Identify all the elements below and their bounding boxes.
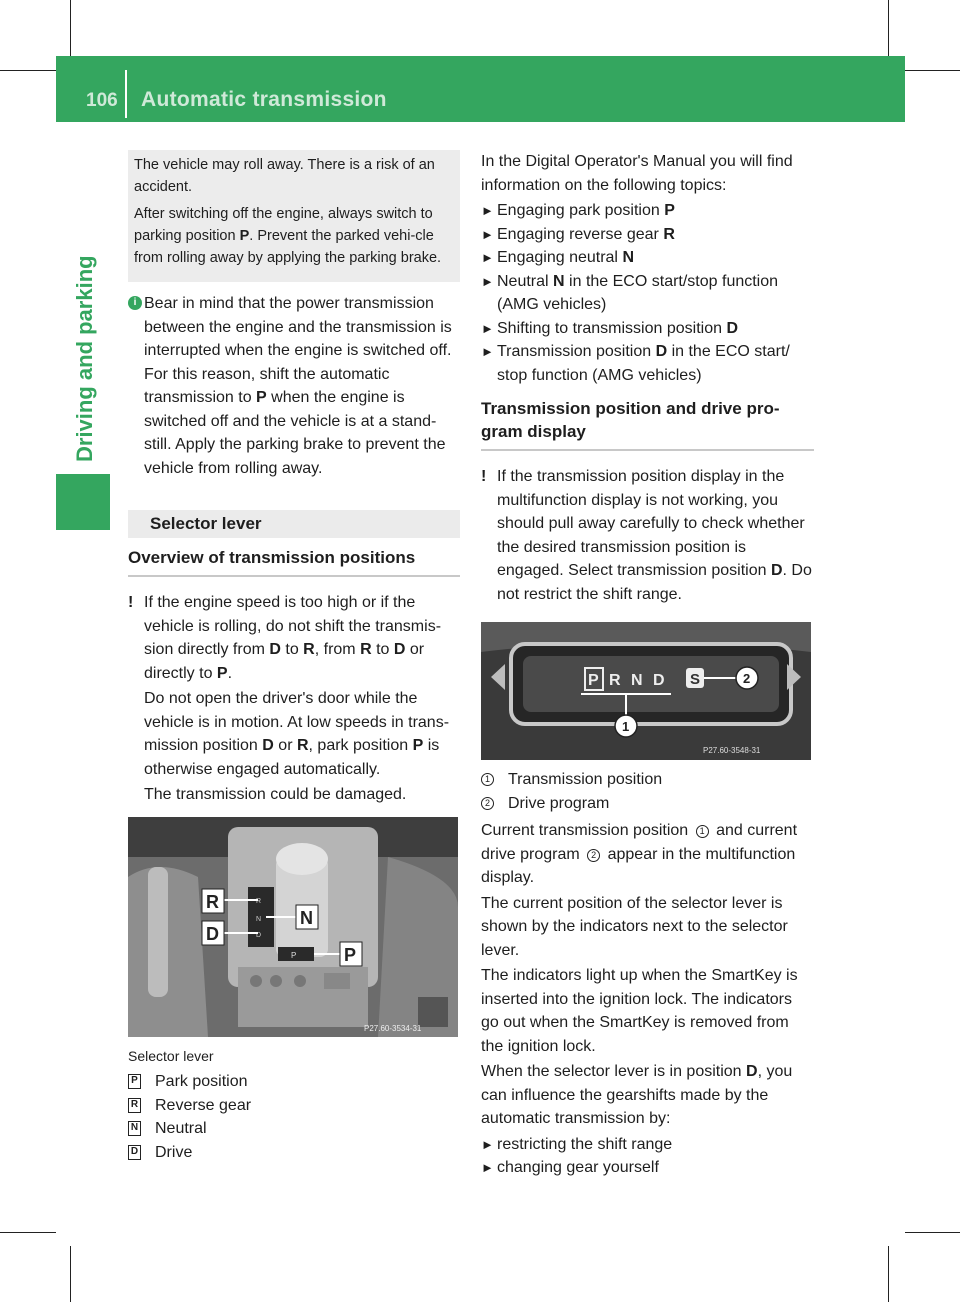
multifunction-display-photo [481, 622, 811, 760]
display-letter-n: N [631, 672, 643, 689]
crop-mark [0, 1232, 56, 1233]
display-letter-d: D [653, 672, 665, 689]
section-title: Selector lever [128, 510, 460, 538]
label-d: D [206, 923, 219, 944]
gate-letter-n: N [256, 915, 262, 923]
legend-item: 1 Transmission position [481, 768, 814, 792]
chapter-label: Driving and parking [72, 255, 97, 462]
crop-mark [905, 70, 960, 71]
list-item: ► Engaging park position P [481, 202, 675, 219]
display-letter-r: R [609, 672, 621, 689]
crop-mark [888, 1246, 889, 1302]
body-text: When the selector lever is in position D, you can influence the gearshifts made by the automatic transmission by: [481, 1063, 793, 1127]
method-list [481, 1133, 814, 1180]
right-column [481, 150, 814, 1180]
callout-1: 1 [622, 719, 630, 734]
list-item: ► Shifting to transmission position D [481, 319, 739, 337]
legend-item: D Drive [128, 1141, 460, 1165]
callout-1-icon: 1 [481, 773, 494, 786]
label-n: N [300, 907, 313, 928]
legend-item: R Reverse gear [128, 1094, 460, 1118]
display-notice: ! If the transmission position display in the multifunction display is not working, you should pull away carefully to check whether the desired transmission position is engaged. Select transmission position D. Do not restrict the shift range. [481, 465, 814, 606]
label-r: R [206, 891, 219, 912]
list-item: ► restricting the shift range [481, 1135, 673, 1153]
crop-mark [70, 1246, 71, 1302]
list-item: ► changing gear yourself [481, 1159, 659, 1176]
intro-text: In the Digital Operator's Manual you will find information on the following topics: [481, 153, 793, 194]
label-p: P [344, 944, 357, 965]
crop-mark [888, 0, 889, 56]
exclamation-icon: ! [481, 468, 487, 485]
display-letter-s: S [690, 671, 701, 688]
crop-mark [905, 1232, 960, 1233]
damage-notice: ! If the engine speed is too high or if the vehicle is rolling, do not shift the transmis-sion directly from D to R, from R to D or directly to P. Do not open the driver's door while the vehicle is in motion. At low speeds in trans-mission position D or R, park position P is otherwise engaged automatically. The transmission could be damaged. [128, 591, 460, 807]
figure-code: P27.60-3534-31 [364, 1023, 422, 1033]
body-text: The current position of the selector lever is shown by the indicators next to the selector lever. [481, 894, 788, 959]
info-icon: i [128, 296, 142, 310]
crop-mark [0, 70, 56, 71]
legend-item: P Park position [128, 1070, 460, 1094]
chapter-tab [56, 474, 110, 530]
crop-mark [70, 0, 71, 56]
exclamation-icon: ! [128, 594, 134, 611]
subheading: Transmission position and drive pro-gram display [481, 397, 814, 451]
body-text: Current transmission position 1 and current drive program 2 appear in the multifunction display. [481, 822, 798, 886]
warning-line: After switching off the engine, always switch to parking position P. Prevent the parked vehi-cle from rolling away by applying the parking brake. [134, 206, 442, 266]
callout-2: 2 [743, 671, 751, 686]
key-box-n: N [128, 1121, 141, 1136]
list-item: ► Neutral N in the ECO start/stop function (AMG vehicles) [481, 272, 779, 313]
gate-letter-r: R [256, 897, 262, 905]
callout-2-icon: 2 [481, 797, 494, 810]
gate-letter-p: P [291, 950, 297, 960]
topic-list [481, 199, 814, 387]
header-divider [125, 70, 127, 118]
key-box-r: R [128, 1098, 141, 1113]
key-box-d: D [128, 1145, 141, 1160]
legend-item: N Neutral [128, 1117, 460, 1141]
legend-list [481, 768, 814, 815]
key-box-p: P [128, 1074, 141, 1089]
display-letter-p: P [588, 672, 599, 689]
body-text: The indicators light up when the SmartKey is inserted into the ignition lock. The indicators go out when the SmartKey is removed from the ignition lock. [481, 967, 798, 1055]
list-item: ► Transmission position D in the ECO start/ stop function (AMG vehicles) [481, 343, 790, 384]
left-column [128, 150, 460, 1164]
figure-caption: Selector lever [128, 1047, 214, 1064]
gate-letter-d: D [256, 931, 262, 939]
page-title: Automatic transmission [141, 88, 387, 111]
subheading: Overview of transmission positions [128, 546, 460, 578]
figure-code: P27.60-3548-31 [703, 746, 761, 755]
list-item: ► Engaging reverse gear R [481, 225, 675, 243]
legend-item: 2 Drive program [481, 792, 814, 816]
page-number: 106 [86, 90, 118, 111]
warning-line: The vehicle may roll away. There is a risk of an accident. [134, 157, 435, 195]
warning-box [128, 150, 460, 282]
selector-lever-photo [128, 817, 458, 1037]
legend-list [128, 1070, 460, 1164]
info-note: i Bear in mind that the power transmission between the engine and the transmission is interrupted when the engine is switched off. For this reason, shift the automatic transmission to P when the engine is switched off and the vehicle is at a stand-still. Apply the parking brake to prevent the vehicle from rolling away. [128, 292, 460, 480]
list-item: ► Engaging neutral N [481, 249, 634, 266]
